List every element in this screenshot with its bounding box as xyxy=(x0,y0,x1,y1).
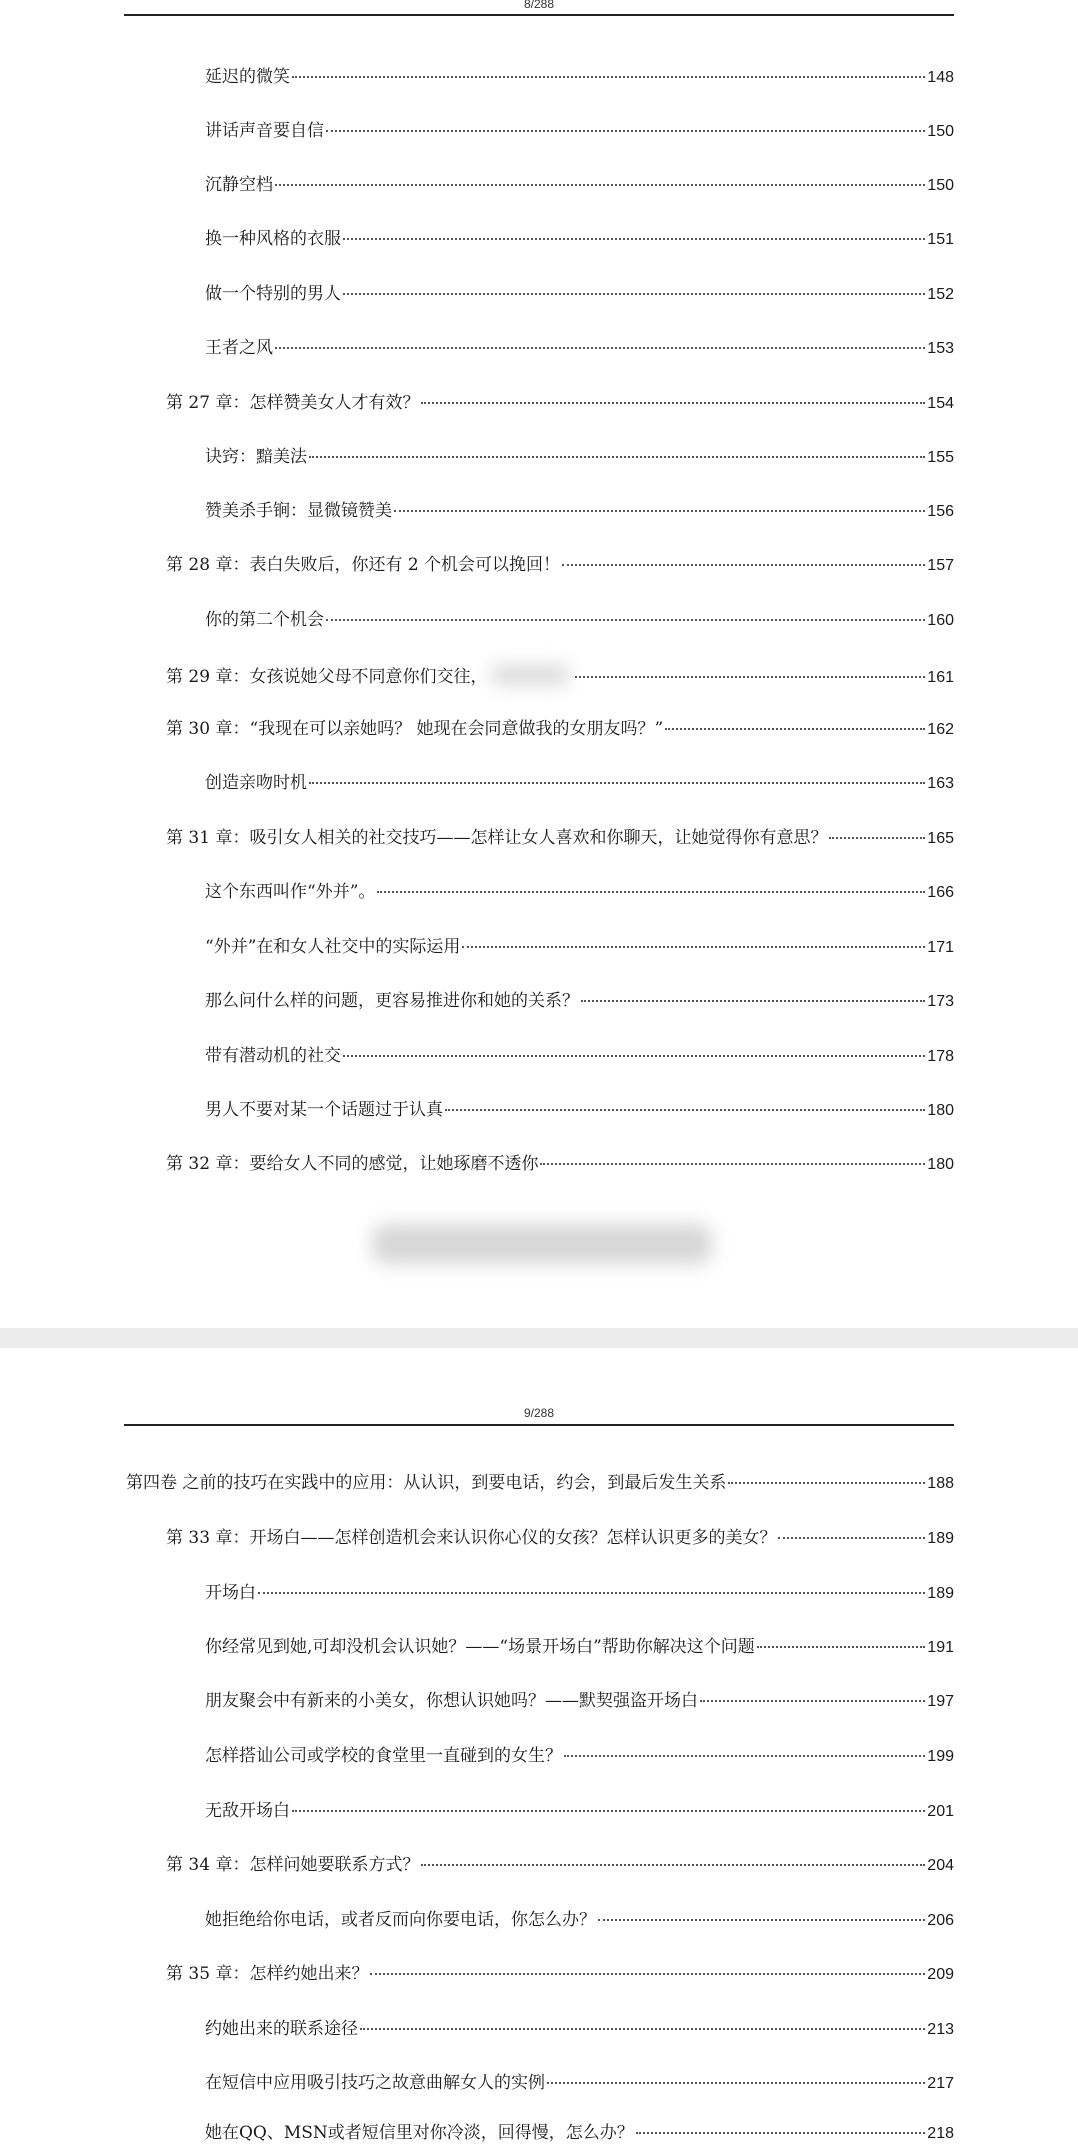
toc-entry-title: 她在QQ、MSN或者短信里对你冷淡，回得慢，怎么办？ xyxy=(205,2123,634,2143)
dot-leader xyxy=(445,1109,925,1111)
page-number: 9/288 xyxy=(523,1406,555,1420)
page-number: 8/288 xyxy=(523,0,555,11)
dot-leader xyxy=(829,837,925,839)
toc-entry[interactable] xyxy=(205,283,954,306)
toc-entry-title: 你的第二个机会 xyxy=(205,610,324,630)
toc-entry-page: 163 xyxy=(927,775,954,792)
dot-leader xyxy=(728,1482,925,1484)
toc-entry-page: 217 xyxy=(927,2075,954,2092)
redacted-text xyxy=(491,666,569,684)
toc-entry-title: 无敌开场白 xyxy=(205,1801,290,1821)
toc-entry-page: 153 xyxy=(927,340,954,357)
toc-entry-page: 148 xyxy=(927,69,954,86)
toc-entry-page: 188 xyxy=(927,1475,954,1492)
dot-leader xyxy=(343,293,925,295)
dot-leader xyxy=(700,1700,925,1702)
toc-entry-title: 换一种风格的衣服 xyxy=(205,229,341,249)
toc-entry[interactable] xyxy=(205,446,954,469)
toc-entry-page: 173 xyxy=(927,993,954,1010)
dot-leader xyxy=(343,1055,925,1057)
dot-leader xyxy=(309,782,925,784)
toc-entry-page: 160 xyxy=(927,612,954,629)
toc-entry-page: 189 xyxy=(927,1585,954,1602)
dot-leader xyxy=(309,456,925,458)
toc-entry-title: 第四卷 之前的技巧在实践中的应用：从认识，到要电话，约会，到最后发生关系 xyxy=(126,1473,727,1493)
toc-entry-title: 赞美杀手锏：显微镜赞美 xyxy=(205,501,392,521)
toc-chapter-entry[interactable] xyxy=(166,1963,954,1986)
toc-entry[interactable] xyxy=(205,337,954,360)
toc-entry-page: 155 xyxy=(927,449,954,466)
dot-leader xyxy=(377,891,925,893)
toc-entry-title: 这个东西叫作“外并”。 xyxy=(205,882,376,902)
toc-entry[interactable] xyxy=(205,990,954,1013)
toc-entry[interactable] xyxy=(205,500,954,523)
toc-entry-page: 150 xyxy=(927,123,954,140)
toc-entry-page: 165 xyxy=(927,830,954,847)
toc-entry[interactable] xyxy=(205,1909,954,1932)
toc-chapter-entry[interactable] xyxy=(166,664,954,689)
toc-entry-title: 沉静空档 xyxy=(205,175,273,195)
toc-entry-page: 209 xyxy=(927,1966,954,1983)
toc-entry-page: 180 xyxy=(927,1156,954,1173)
toc-entry-title: 第 34 章：怎样问她要联系方式？ xyxy=(166,1855,420,1875)
toc-entry-title: 你经常见到她,可却没机会认识她？——“场景开场白”帮助你解决这个问题 xyxy=(205,1637,755,1657)
toc-entry-page: 206 xyxy=(927,1912,954,1929)
dot-leader xyxy=(421,1864,925,1866)
toc-entry-page: 161 xyxy=(927,669,954,686)
toc-entry-title: 第 27 章：怎样赞美女人才有效？ xyxy=(166,393,420,413)
toc-entry[interactable] xyxy=(205,881,954,904)
dot-leader xyxy=(292,76,925,78)
toc-entry[interactable] xyxy=(205,772,954,795)
toc-entry-page: 151 xyxy=(927,231,954,248)
toc-entry[interactable] xyxy=(205,609,954,632)
toc-entry[interactable] xyxy=(205,1636,954,1659)
toc-entry-page: 218 xyxy=(927,2125,954,2142)
toc-entry-page: 189 xyxy=(927,1530,954,1547)
dot-leader xyxy=(326,130,925,132)
toc-entry-page: 180 xyxy=(927,1102,954,1119)
toc-entry-page: 213 xyxy=(927,2021,954,2038)
dot-leader xyxy=(636,2132,925,2134)
toc-entry-title: 开场白 xyxy=(205,1583,256,1603)
dot-leader xyxy=(326,619,925,621)
toc-entry-title: 怎样搭讪公司或学校的食堂里一直碰到的女生？ xyxy=(205,1746,562,1766)
toc-entry[interactable] xyxy=(205,228,954,251)
toc-entry[interactable] xyxy=(205,1800,954,1823)
dot-leader xyxy=(360,2028,925,2030)
toc-entry-page: 156 xyxy=(927,503,954,520)
toc-entry-page: 199 xyxy=(927,1748,954,1765)
dot-leader xyxy=(547,2082,925,2084)
toc-entry-title: 第 30 章：“我现在可以亲她吗？ 她现在会同意做我的女朋友吗？” xyxy=(166,719,664,739)
dot-leader xyxy=(292,1810,925,1812)
header-rule xyxy=(124,14,954,16)
toc-chapter-entry[interactable] xyxy=(166,718,954,741)
toc-entry-title: 第 31 章：吸引女人相关的社交技巧——怎样让女人喜欢和你聊天，让她觉得你有意思？ xyxy=(166,828,828,848)
toc-entry-title: 她拒绝给你电话，或者反而向你要电话，你怎么办？ xyxy=(205,1910,596,1930)
toc-entry-page: 152 xyxy=(927,286,954,303)
toc-entry-title: 讲话声音要自信 xyxy=(205,121,324,141)
toc-entry[interactable] xyxy=(205,174,954,197)
dot-leader xyxy=(462,946,925,948)
dot-leader xyxy=(370,1973,925,1975)
toc-volume-entry[interactable] xyxy=(126,1472,954,1495)
toc-entry-title: 诀窍：黯美法 xyxy=(205,447,307,467)
toc-entry-title: 第 29 章：女孩说她父母不同意你们交往， xyxy=(166,667,488,687)
dot-leader xyxy=(562,564,925,566)
toc-page-9 xyxy=(0,1348,1078,2147)
toc-entry-page: 157 xyxy=(927,557,954,574)
dot-leader xyxy=(258,1592,925,1594)
toc-entry-title: 做一个特别的男人 xyxy=(205,284,341,304)
toc-entry-title: 创造亲吻时机 xyxy=(205,773,307,793)
dot-leader xyxy=(778,1537,925,1539)
dot-leader xyxy=(275,347,925,349)
dot-leader xyxy=(757,1646,926,1648)
toc-entry-title: 男人不要对某一个话题过于认真 xyxy=(205,1100,443,1120)
toc-entry-page: 201 xyxy=(927,1803,954,1820)
toc-entry-title: “外并”在和女人社交中的实际运用 xyxy=(205,937,461,957)
toc-chapter-entry[interactable] xyxy=(166,554,954,577)
toc-entry-page: 150 xyxy=(927,177,954,194)
dot-leader xyxy=(575,676,925,678)
dot-leader xyxy=(581,1000,925,1002)
toc-chapter-entry[interactable] xyxy=(166,1153,954,1176)
dot-leader xyxy=(665,728,925,730)
toc-entry-title: 朋友聚会中有新来的小美女，你想认识她吗？——默契强盗开场白 xyxy=(205,1691,698,1711)
dot-leader xyxy=(421,402,925,404)
header-rule xyxy=(124,1424,954,1426)
page-separator xyxy=(0,1328,1078,1348)
toc-entry-page: 191 xyxy=(927,1639,954,1656)
dot-leader xyxy=(343,238,925,240)
toc-entry-page: 178 xyxy=(927,1048,954,1065)
toc-entry[interactable] xyxy=(205,120,954,143)
watermark xyxy=(372,1224,712,1264)
toc-entry[interactable] xyxy=(205,2072,954,2095)
toc-entry[interactable] xyxy=(205,2018,954,2041)
toc-entry-page: 162 xyxy=(927,721,954,738)
toc-entry-page: 166 xyxy=(927,884,954,901)
dot-leader xyxy=(275,184,925,186)
toc-entry[interactable] xyxy=(205,1690,954,1713)
toc-chapter-entry[interactable] xyxy=(166,827,954,850)
toc-entry-page: 197 xyxy=(927,1693,954,1710)
toc-entry-title: 延迟的微笑 xyxy=(205,67,290,87)
dot-leader xyxy=(564,1755,925,1757)
dot-leader xyxy=(598,1919,925,1921)
toc-entry[interactable] xyxy=(205,66,954,89)
toc-entry-title: 第 32 章：要给女人不同的感觉，让她琢磨不透你 xyxy=(166,1154,539,1174)
toc-entry-title: 第 33 章：开场白——怎样创造机会来认识你心仪的女孩？怎样认识更多的美女？ xyxy=(166,1528,777,1548)
dot-leader xyxy=(394,510,925,512)
toc-entry[interactable] xyxy=(205,2122,954,2145)
toc-entry[interactable] xyxy=(205,1745,954,1768)
toc-entry-title: 那么问什么样的问题，更容易推进你和她的关系？ xyxy=(205,991,579,1011)
toc-chapter-entry[interactable] xyxy=(166,1854,954,1877)
toc-entry-title: 王者之风 xyxy=(205,338,273,358)
toc-entry-title: 带有潜动机的社交 xyxy=(205,1046,341,1066)
toc-entry-page: 171 xyxy=(927,939,954,956)
toc-entry-title: 第 28 章：表白失败后，你还有 2 个机会可以挽回！ xyxy=(166,555,561,575)
toc-chapter-entry[interactable] xyxy=(166,392,954,415)
toc-chapter-entry[interactable] xyxy=(166,1527,954,1550)
toc-entry-page: 204 xyxy=(927,1857,954,1874)
toc-entry[interactable] xyxy=(205,1099,954,1122)
dot-leader xyxy=(540,1163,925,1165)
toc-entry-title: 在短信中应用吸引技巧之故意曲解女人的实例 xyxy=(205,2073,545,2093)
toc-entry[interactable] xyxy=(205,936,954,959)
toc-entry[interactable] xyxy=(205,1045,954,1068)
toc-entry-title: 第 35 章：怎样约她出来？ xyxy=(166,1964,369,1984)
toc-entry-page: 154 xyxy=(927,395,954,412)
toc-entry-title: 约她出来的联系途径 xyxy=(205,2019,358,2039)
toc-entry[interactable] xyxy=(205,1582,954,1605)
